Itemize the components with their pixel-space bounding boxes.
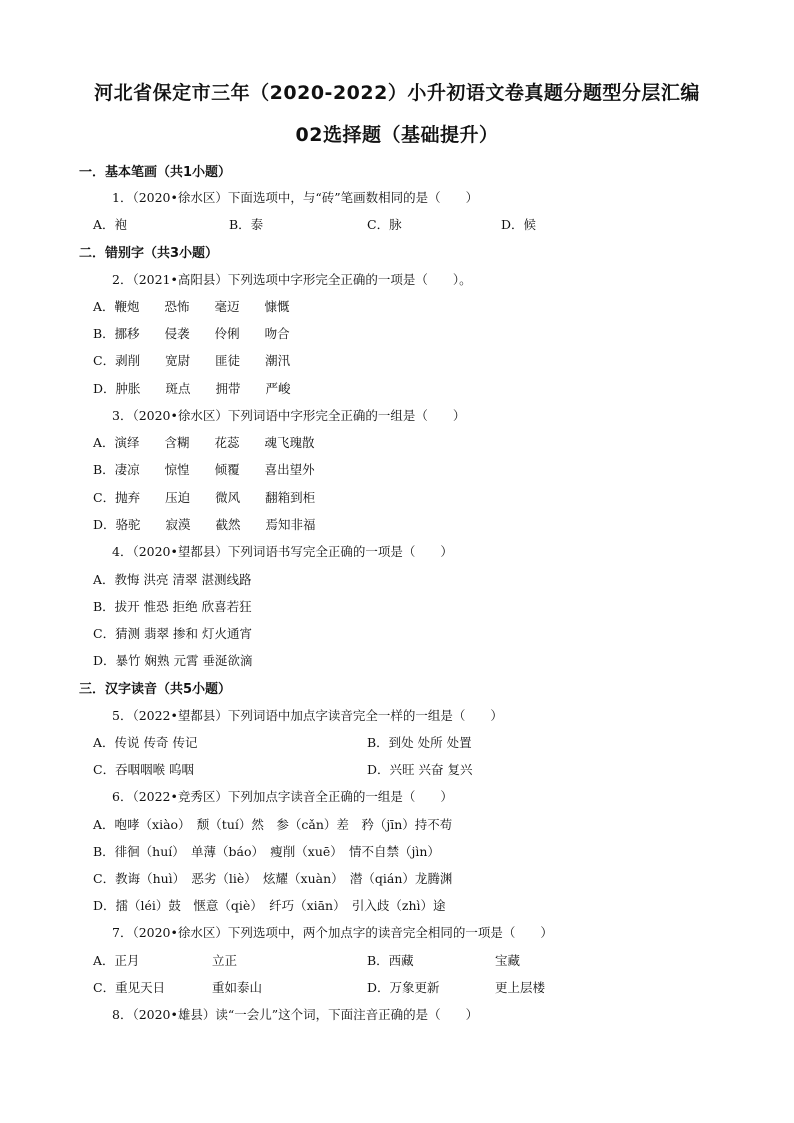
- question-7-option-c-word1: C．重见天日: [93, 980, 166, 995]
- question-7-option-a-word1: A．正月: [93, 953, 140, 968]
- document-subtitle: 02选择题（基础提升）: [295, 124, 499, 146]
- question-1-option-a: A．袍: [93, 217, 128, 232]
- question-7-option-d-word1: D．万象更新: [367, 980, 440, 995]
- section-heading-pronunciation: 三．汉字读音（共5小题）: [79, 682, 232, 697]
- document-title: 河北省保定市三年（2020-2022）小升初语文卷真题分题型分层汇编: [94, 82, 700, 104]
- question-1-option-b: B．泰: [229, 217, 264, 232]
- section-heading-strokes: 一．基本笔画（共1小题）: [79, 165, 232, 180]
- question-6-option-d: D．擂（léi）鼓 惬意（qiè） 纤巧（xiān） 引入歧（zhì）途: [93, 898, 446, 913]
- question-1-stem: 1．（2020•徐水区）下面选项中，与“砖”笔画数相同的是（ ）: [112, 190, 479, 205]
- question-6-option-c: C．教诲（huì） 恶劣（liè） 炫耀（xuàn） 潜（qián）龙腾渊: [93, 871, 453, 886]
- question-3-stem: 3．（2020•徐水区）下列词语中字形完全正确的一组是（ ）: [112, 408, 466, 423]
- question-5-option-c: C．吞咽咽喉 呜咽: [93, 762, 195, 777]
- question-7-option-a-word2: 立正: [212, 953, 238, 968]
- question-3-option-c: C．抛弃 压迫 微风 翻箱到柜: [93, 490, 316, 505]
- question-4-option-b: B．拔开 惟恐 拒绝 欣喜若狂: [93, 599, 252, 614]
- question-6-option-a: A．咆哮（xiào） 颓（tuí）然 参（cǎn）差 矜（jīn）持不苟: [93, 817, 453, 832]
- question-4-option-c: C．猜测 翡翠 掺和 灯火通宵: [93, 626, 252, 641]
- question-5-stem: 5．（2022•望都县）下列词语中加点字读音完全一样的一组是（ ）: [112, 708, 503, 723]
- question-7-option-c-word2: 重如泰山: [212, 980, 263, 995]
- question-2-stem: 2．（2021•高阳县）下列选项中字形完全正确的一项是（ ）。: [112, 272, 472, 287]
- question-4-option-d: D．暴竹 娴熟 元霄 垂涎欲滴: [93, 653, 253, 668]
- question-7-option-b-word1: B．西藏: [367, 953, 414, 968]
- question-2-option-d: D．肿胀 斑点 拥带 严峻: [93, 381, 291, 396]
- question-3-option-b: B．凄凉 惊惶 倾覆 喜出望外: [93, 462, 315, 477]
- question-5-option-a: A．传说 传奇 传记: [93, 735, 198, 750]
- question-4-option-a: A．教悔 洪亮 清翠 湛测线路: [93, 572, 252, 587]
- question-3-option-d: D．骆驼 寂漠 截然 焉知非福: [93, 517, 316, 532]
- question-7-option-b-word2: 宝藏: [495, 953, 521, 968]
- question-4-stem: 4．（2020•望都县）下列词语书写完全正确的一项是（ ）: [112, 544, 453, 559]
- question-2-option-a: A．鞭炮 恐怖 毫迈 慷慨: [93, 299, 290, 314]
- section-heading-typos: 二．错别字（共3小题）: [79, 246, 219, 261]
- question-2-option-c: C．剥削 宽尉 匪徒 潮汛: [93, 353, 291, 368]
- question-1-option-c: C．脉: [367, 217, 402, 232]
- question-7-option-d-word2: 更上层楼: [495, 980, 546, 995]
- question-1-option-d: D．候: [501, 217, 537, 232]
- question-3-option-a: A．演绎 含糊 花蕊 魂飞瑰散: [93, 435, 315, 450]
- question-5-option-b: B．到处 处所 处置: [367, 735, 472, 750]
- question-7-stem: 7．（2020•徐水区）下列选项中，两个加点字的读音完全相同的一项是（ ）: [112, 925, 553, 940]
- question-6-option-b: B．徘徊（huí） 单薄（báo） 瘦削（xuē） 情不自禁（jìn）: [93, 844, 440, 859]
- question-6-stem: 6．（2022•竞秀区）下列加点字读音全正确的一组是（ ）: [112, 789, 453, 804]
- question-2-option-b: B．挪移 侵袭 伶俐 吻合: [93, 326, 290, 341]
- question-8-stem: 8．（2020•雄县）读“一会儿”这个词，下面注音正确的是（ ）: [112, 1007, 479, 1022]
- question-5-option-d: D．兴旺 兴奋 复兴: [367, 762, 473, 777]
